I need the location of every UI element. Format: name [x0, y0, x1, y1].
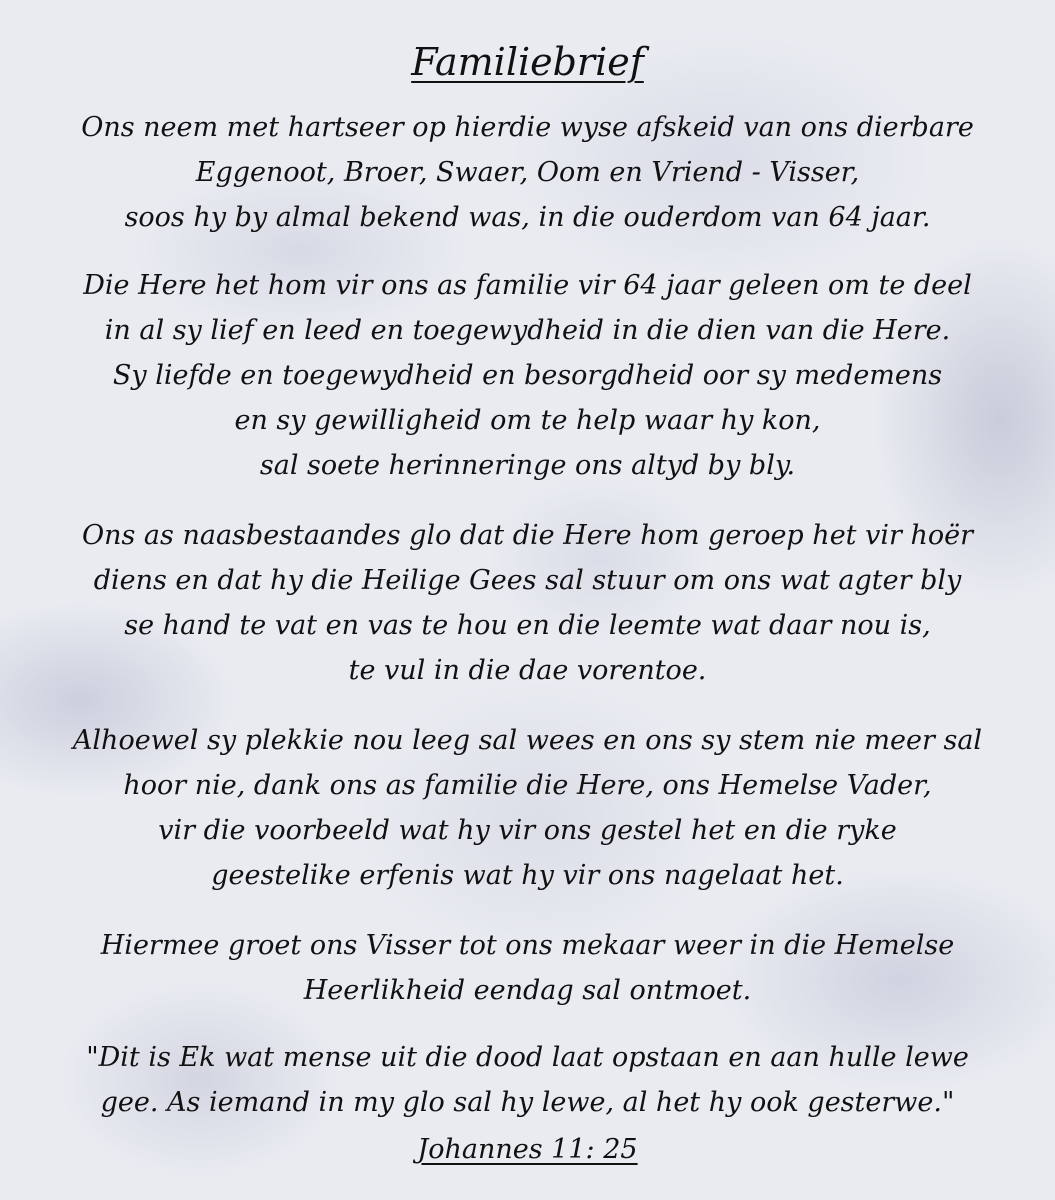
paragraph-2-line-3: Sy liefde en toegewydheid en besorgdheid oor sy medemens	[112, 360, 943, 391]
paragraph-3-line-3: se hand te vat en vas te hou en die leemte wat daar nou is,	[124, 610, 931, 641]
letter-title-text: Familiebrief	[411, 40, 644, 84]
paragraph-2-line-1: Die Here het hom vir ons as familie vir 64 jaar geleen om te deel	[83, 270, 972, 301]
paragraph-3-line-1: Ons as naasbestaandes glo dat die Here hom geroep het vir hoër	[81, 520, 974, 551]
paragraph-2-line-2: in al sy lief en leed en toegewydheid in die dien van die Here.	[104, 315, 951, 346]
scripture-reference	[0, 1132, 1055, 1168]
paragraph-2-line-4: en sy gewilligheid om te help waar hy kon,	[234, 405, 821, 436]
paragraph-5-line-1: Hiermee groet ons Visser tot ons mekaar weer in die Hemelse	[100, 930, 955, 961]
paragraph-3-line-4: te vul in die dae vorentoe.	[348, 655, 707, 686]
paragraph-1-line-2: Eggenoot, Broer, Swaer, Oom en Vriend - Visser,	[195, 157, 860, 188]
paragraph-5-line-2: Heerlikheid eendag sal ontmoet.	[303, 975, 752, 1006]
paragraph-4-line-4: geestelike erfenis wat hy vir ons nagelaat het.	[211, 860, 844, 891]
letter-title	[0, 38, 1055, 86]
paragraph-1-line-3: soos hy by almal bekend was, in die ouderdom van 64 jaar.	[124, 202, 931, 233]
paragraph-4-line-1: Alhoewel sy plekkie nou leeg sal wees en ons sy stem nie meer sal	[72, 725, 983, 756]
scripture-quote-line-1: "Dit is Ek wat mense uit die dood laat opstaan en aan hulle lewe	[86, 1042, 969, 1073]
paragraph-1-line-1: Ons neem met hartseer op hierdie wyse afskeid van ons dierbare	[81, 112, 974, 143]
paragraph-3-line-2: diens en dat hy die Heilige Gees sal stuur om ons wat agter bly	[93, 565, 962, 596]
paragraph-2-line-5: sal soete herinneringe ons altyd by bly.	[259, 450, 796, 481]
paragraph-4-line-3: vir die voorbeeld wat hy vir ons gestel het en die ryke	[158, 815, 897, 846]
scripture-reference-text: Johannes 11: 25	[417, 1134, 638, 1165]
scripture-quote-line-2: gee. As iemand in my glo sal hy lewe, al het hy ook gesterwe."	[100, 1087, 955, 1118]
paragraph-4-line-2: hoor nie, dank ons as familie die Here, ons Hemelse Vader,	[123, 770, 932, 801]
